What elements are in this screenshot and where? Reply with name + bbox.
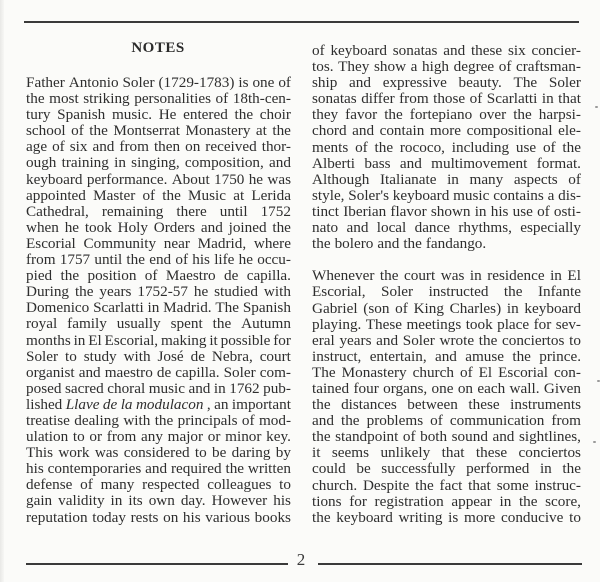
text-line: they favor the fortepiano over the harpsi- [312,106,581,124]
text-line: eral years and Soler wrote the conciertos to [312,331,581,349]
text-line: months in El Escorial, making it possible for [26,331,291,349]
text-line: Father Antonio Soler (1729-1783) is one of [26,74,291,91]
text-line: Soler to study with José de Nebra, court [26,347,291,365]
text-line: his contemporaries and required the written [26,460,291,478]
text-line: Gabriel (son of King Charles) in keyboard [312,299,581,317]
text-line: school of the Montserrat Monastery at the [26,122,291,140]
text-line: tos. They show a high degree of craftsman- [312,58,581,76]
bottom-rule-left [26,563,288,565]
text-line: the bolero and the fandango. [312,235,487,253]
text-line: Whenever the court was in residence in El [312,267,581,285]
text-line: pied the position of Maestro de capilla. [26,267,291,285]
text-line: church. Despite the fact that some instruc- [312,476,581,494]
scan-speck [593,441,596,443]
text-line: Domenico Scarlatti in Madrid. The Spanish [26,299,291,317]
text-line: tions for registration appear in the score, [312,492,581,510]
text-line: tury Spanish music. He entered the choir [26,106,291,124]
right-column [312,43,581,526]
text-line: ments of the rococo, including use of the [312,138,581,156]
text-line: During the years 1752-57 he studied with [26,283,291,301]
text-line: treatise dealing with the principals of mod- [26,411,291,429]
text-line: Escorial, Soler instructed the Infante [312,283,581,301]
text-line: organist and maestro de capilla. Soler com- [26,363,291,381]
text-line: gain validity in its own day. However his [26,492,291,510]
text-line: it seems unlikely that these conciertos [312,444,581,462]
notes-heading: NOTES [131,40,185,56]
text-line: ough training in singing, composition, and [26,154,291,172]
text-line: from 1757 until the end of his life he occu- [26,251,291,269]
text-line: sonatas differ from those of Scarlatti in that [312,90,581,108]
text-line: style, Soler's keyboard music contains a dis- [312,186,581,204]
text-line: This work was considered to be daring by [26,444,291,462]
text-line: the distances between these instruments [312,396,581,414]
left-column [26,75,291,526]
text-line: Escorial Community near Madrid, where [26,234,291,252]
text-line: the standpoint of both sound and sightlines, [312,428,581,446]
text-line: reputation today rests on his various books [26,508,291,526]
text-line: chord and contain more compositional ele- [312,122,581,140]
text-line: instruct, entertain, and amuse the prince. [312,347,581,365]
text-line: playing. These meetings took place for sev- [312,315,581,333]
text-line: age of six and from then on received thor- [26,138,291,156]
text-line: the most striking personalities of 18th-cen- [26,90,291,108]
scan-speck [595,106,598,108]
text-line: when he took Holy Orders and joined the [26,218,291,236]
text-line: ship and expressive beauty. The Soler [312,74,581,92]
page-number: 2 [296,550,306,569]
paragraph-gap [312,252,581,268]
text-line: ulation to or from any major or minor key. [26,428,291,446]
text-line: posed sacred choral music and in 1762 pub- [26,379,291,397]
text-line: lished Llave de la modulacon , an important [26,395,291,413]
text-line: the keyboard writing is more conducive to [312,508,581,526]
text-line: nato and local dance rhythms, especially [312,219,581,237]
top-rule [24,21,579,23]
text-line: and the problems of communication from [312,412,581,430]
text-line: tinct Iberian flavor shown in his use of osti- [312,202,581,220]
text-line: appointed Master of the Music at Lerida [26,186,291,204]
text-line: could be successfully performed in the [312,460,581,478]
text-line: defense of many respected colleagues to [26,476,291,494]
page-edge-shadow [0,0,4,582]
text-line: Although Italianate in many aspects of [312,170,581,188]
bottom-rule-right [318,563,582,565]
text-line: tained four organs, one on each wall. Given [312,379,581,397]
text-line: keyboard performance. About 1750 he was [26,170,291,188]
text-line: Alberti bass and multimovement format. [312,154,581,172]
text-line: The Monastery church of El Escorial con- [312,363,581,381]
text-line: royal family usually spent the Autumn [26,315,291,333]
text-line: of keyboard sonatas and these six concier- [312,42,581,59]
text-line: Cathedral, remaining there until 1752 [26,202,291,220]
